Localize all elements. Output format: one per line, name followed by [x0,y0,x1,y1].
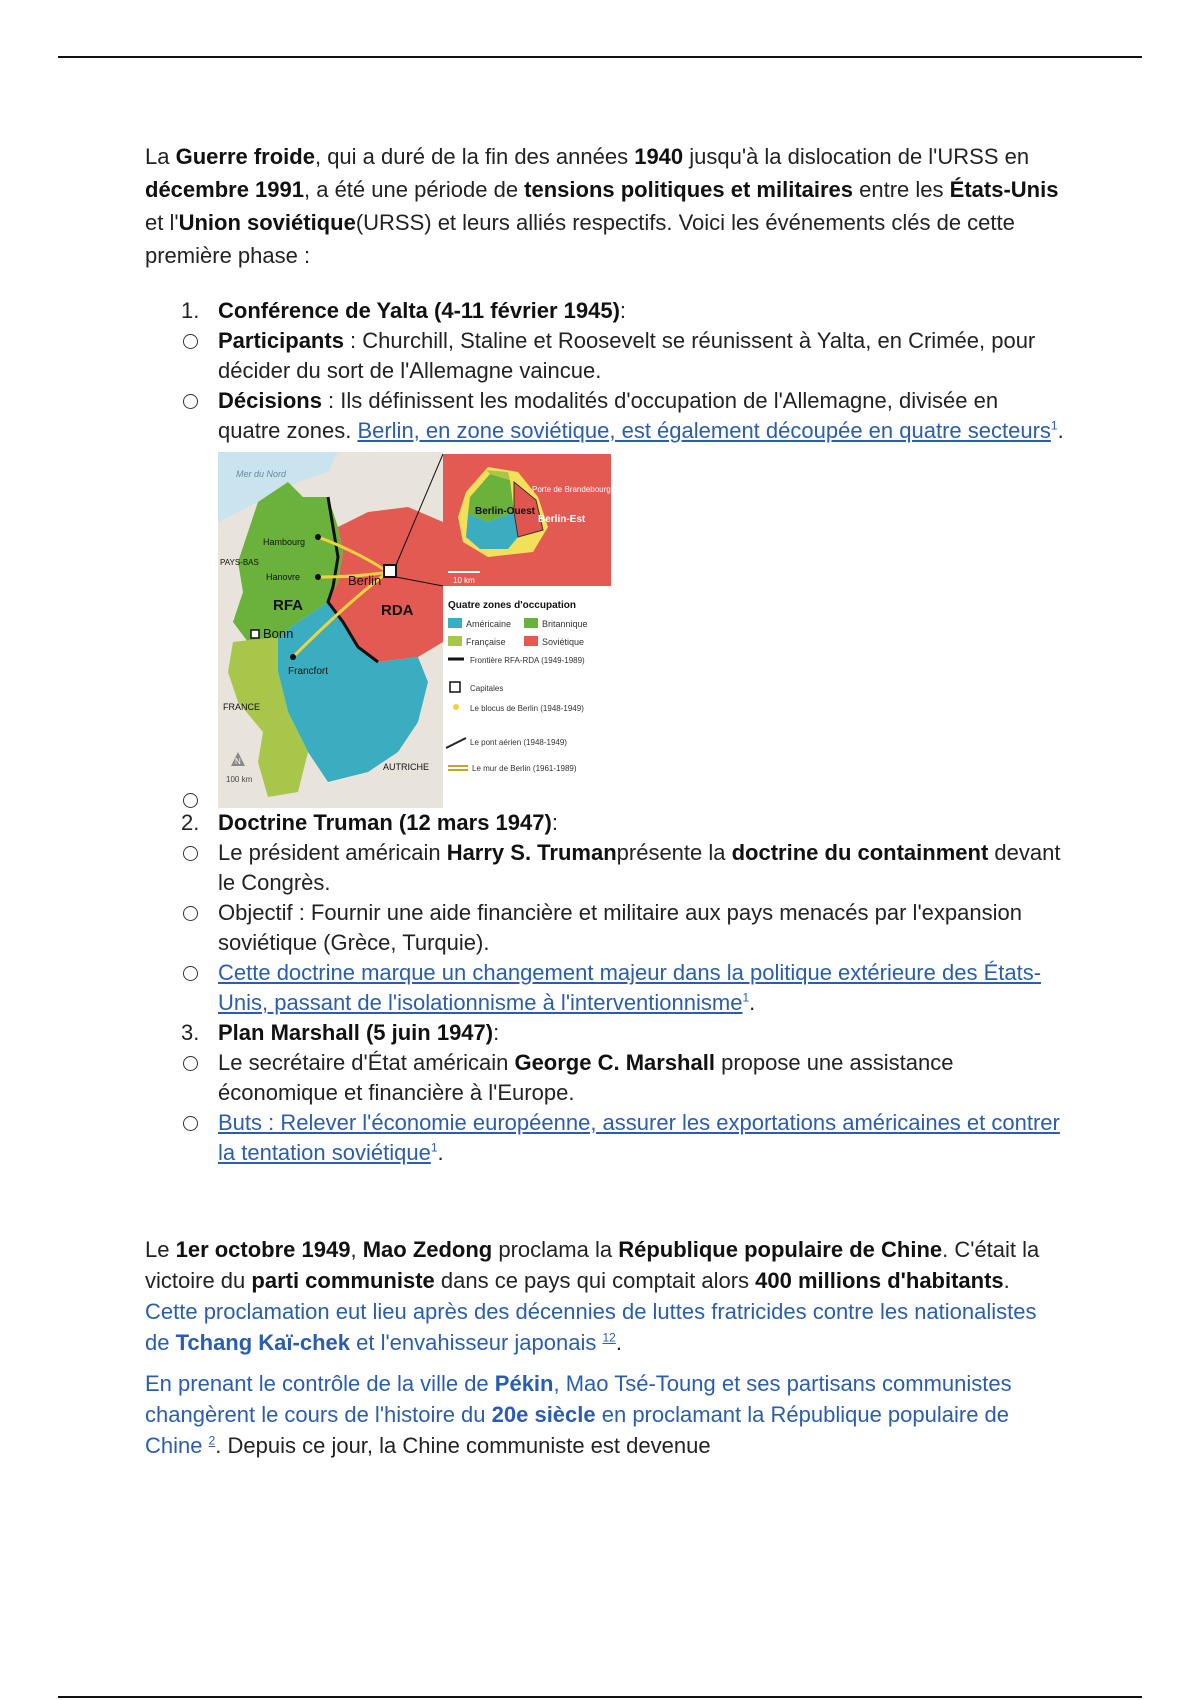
inset-est-label: Berlin-Est [538,514,586,525]
truman-sublist [218,838,1065,1018]
legend-blocus: Le blocus de Berlin (1948-1949) [470,704,584,713]
legend-capitales: Capitales [470,684,504,693]
legend-sovietique-swatch [524,636,538,646]
list-item: Cette doctrine marque un changement majeur dans la politique extérieure des États-Unis, passant de l'isolationnisme à l'interventionnisme$^1$. [218,958,1065,1018]
paysbas-label: PAYS-BAS [220,558,259,567]
circle-bullet-icon [183,793,198,808]
intro-paragraph: La Guerre froide, qui a duré de la fin des années 1940 jusqu'à la dislocation de l'URSS en décembre 1991, a été une période de tensions politiques et militaires entre les États-Unis et l'Union soviétique(URSS) et leurs alliés respectifs. Voici les événements clés de cette première phase : [145,144,1059,268]
rfa-label: RFA [273,597,303,614]
inset-ouest-label: Berlin-Ouest [475,506,536,517]
list-item-truman: 2. Doctrine Truman (12 mars 1947): Le président américain Harry S. Trumanprésente la doctrine du containment devant le Congrès. Objectif : Fournir une aide financière et militaire aux pays menacés par l'expansion soviétique (Grèce, Turquie). Cette doctrine marque un changement majeur dans la politique extérieure des États-Unis, passant de l'isolationnisme à l'interventionnisme$^1$. [145,808,1065,1018]
list-item-marshall: 3. Plan Marshall (5 juin 1947): Le secrétaire d'État américain George C. Marshall propose une assistance économique et financière à l'Europe. Buts : Relever l'économie européenne, assurer les exportations américaines et contrer la tentation soviétique$^1$. [145,1018,1065,1168]
footnote-12-link[interactable]: 12 [602,1330,616,1345]
footnote-2-link[interactable]: 2 [208,1433,216,1448]
legend-britannique-swatch [524,618,538,628]
berlin-label: Berlin [348,573,382,588]
yalta-sublist [218,326,1065,808]
truman-title: Doctrine Truman (12 mars 1947) [218,810,552,835]
legend-frontiere: Frontière RFA-RDA (1949-1989) [470,656,585,665]
autriche-label: AUTRICHE [383,762,430,772]
yalta-title: Conférence de Yalta (4-11 février 1945) [218,298,620,323]
list-item: Le président américain Harry S. Trumanprésente la doctrine du containment devant le Congrès. [218,838,1065,898]
legend-francaise-swatch [448,636,462,646]
circle-bullet-icon [183,1056,198,1071]
berlin-sectors-link[interactable]: Berlin, en zone soviétique, est également découpée en quatre secteurs [357,418,1051,443]
north-label: N [235,757,241,766]
legend-title: Quatre zones d'occupation [448,600,576,611]
truman-doctrine-link[interactable]: Cette doctrine marque un changement majeur dans la politique extérieure des États-Unis, passant de l'isolationnisme à l'interventionnisme [218,960,1042,1015]
france-label: FRANCE [223,702,261,712]
bottom-rule [58,1696,1142,1698]
porte-label: Porte de Brandebourg [532,485,611,494]
china-paragraph-2: En prenant le contrôle de la ville de Pékin, Mao Tsé-Toung et ses partisans communistes changèrent le cours de l'histoire du 20e siècle en proclamant la République populaire de Chine $^2$. Depuis ce jour, la Chine communiste est devenue [145,1371,1012,1458]
list-item: Participants : Churchill, Staline et Roosevelt se réunissent à Yalta, en Crimée, pour décider du sort de l'Allemagne vaincue. [218,326,1065,386]
legend-francaise: Française [466,637,506,647]
legend-pont: Le pont aérien (1948-1949) [470,738,567,747]
circle-bullet-icon [183,906,198,921]
circle-bullet-icon [183,334,198,349]
list-item-map [218,452,1065,808]
circle-bullet-icon [183,1116,198,1131]
rda-label: RDA [381,602,414,619]
legend-sovietique: Soviétique [542,637,585,647]
berlin-marker [384,565,396,577]
legend-britannique: Britannique [542,619,588,629]
inset-scale-label: 10 km [453,576,475,585]
document-body [145,140,1065,1461]
legend-mur: Le mur de Berlin (1961-1989) [472,764,577,773]
scale-label: 100 km [226,775,253,784]
bonn-label: Bonn [263,626,294,641]
events-list [145,296,1065,1168]
hamburg-label: Hambourg [263,537,306,547]
francfort-label: Francfort [288,666,329,677]
francfort-dot [290,654,296,660]
marshall-title: Plan Marshall (5 juin 1947) [218,1020,494,1045]
list-item: Objectif : Fournir une aide financière et militaire aux pays menacés par l'expansion soviétique (Grèce, Turquie). [218,898,1065,958]
list-item: Décisions : Ils définissent les modalités d'occupation de l'Allemagne, divisée en quatre zones. Berlin, en zone soviétique, est également découpée en quatre secteurs$^1$. [218,386,1065,446]
top-rule [58,56,1142,58]
legend-americaine: Américaine [466,619,512,629]
circle-bullet-icon [183,966,198,981]
list-item: Buts : Relever l'économie européenne, assurer les exportations américaines et contrer la tentation soviétique$^1$. [218,1108,1065,1168]
bonn-marker [251,630,259,638]
china-paragraph-1: Le 1er octobre 1949, Mao Zedong proclama la République populaire de Chine. C'était la victoire du parti communiste dans ce pays qui comptait alors 400 millions d'habitants. Cette proclamation eut lieu après des décennies de luttes fratricides contre les nationalistes de Tchang Kaï-chek et l'envahisseur japonais $^{12}$. [145,1237,1040,1355]
circle-bullet-icon [183,846,198,861]
hamburg-dot [315,534,321,540]
sea-label: Mer du Nord [236,469,287,479]
germany-occupation-map [218,452,650,808]
hanovre-dot [315,574,321,580]
circle-bullet-icon [183,394,198,409]
marshall-sublist [218,1048,1065,1168]
list-item: Le secrétaire d'État américain George C. Marshall propose une assistance économique et financière à l'Europe. [218,1048,1065,1108]
legend-americaine-swatch [448,618,462,628]
marshall-goals-link[interactable]: Buts : Relever l'économie européenne, assurer les exportations américaines et contrer la tentation soviétique [218,1110,1060,1165]
occupation-map-svg [218,452,650,808]
list-item-yalta: 1. Conférence de Yalta (4-11 février 1945): Participants : Churchill, Staline et Roosevelt se réunissent à Yalta, en Crimée, pour décider du sort de l'Allemagne vaincue. Décisions : Ils définissent les modalités d'occupation de l'Allemagne, divisée en quatre zones. Berlin, en zone soviétique, est également découpée en quatre secteurs$^1$. Mer du Nord Hambourg Hanovre Berlin PAYS-BAS RFA RDA Bonn Francfort FRANCE AUTRICHE 100 km N Porte de Brandebourg Berlin-Ouest Berlin-Est 10 km Quatre zones d'occupation Américaine Britannique Française Soviétique Frontière RFA-RDA (1949-1989) Capitales Le blocus de Berlin (1948-1949) Le pont aérien (1948-1949) Le mur de Berlin (1961-1989) [145,296,1065,808]
hanovre-label: Hanovre [266,572,301,582]
